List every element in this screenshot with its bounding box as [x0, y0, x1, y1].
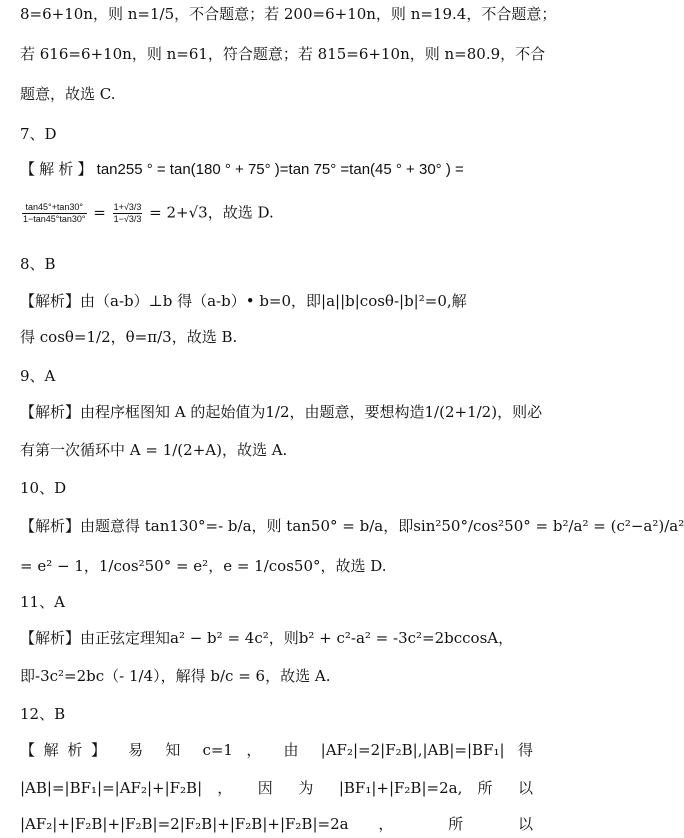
solution-line: 【解析】由正弦定理知a² − b² = 4c²，则b² + c²-a² = -3c²=2bccosA， [20, 629, 514, 647]
solution-line: 【解析】由（a-b）⊥b 得（a-b）• b=0，即|a||b|cosθ-|b|²=0,解 [20, 292, 467, 310]
question-number: 8、B [20, 255, 56, 273]
solution-line: 得 cosθ=1/2，θ=π/3，故选 B. [20, 328, 238, 346]
fraction: $\frac{1+√3/3}{1-√3/3}$ [113, 202, 142, 224]
solution-line: 【解析】由题意得 tan130°=- b/a，则 tan50° = b/a，即sin²50°/cos²50° = b²/a² = (c²−a²)/a² [20, 517, 684, 535]
solution-line: 【解析】由程序框图知 A 的起始值为1/2，由题意，要想构造1/(2+1/2)，则必 [20, 403, 543, 421]
text-line: 8=6+10n，则 n=1/5，不合题意；若 200=6+10n，则 n=19.4，不合题意； [20, 5, 557, 23]
solution-line: $\frac{\tan 45^\circ+\tan 30^\circ}{1-\tan 45^\circ\tan 30^\circ}$ = $\frac{1+√3/3}{1-√3/3}$ = 2+√3，故选 D. [23, 202, 274, 224]
question-number: 11、A [20, 593, 65, 611]
solution-line: 【解析】 易 知 c=1 ， 由 |AF₂|=2|F₂B|,|AB|=|BF₁| 得 [20, 741, 533, 759]
text-line: 若 616=6+10n，则 n=61，符合题意；若 815=6+10n，则 n=80.9，不合 [20, 45, 546, 63]
solution-line: 有第一次循环中 A = 1/(2+A)，故选 A. [20, 441, 288, 459]
solution-line: = e² − 1，1/cos²50° = e²，e = 1/cos50°，故选 D. [20, 557, 387, 575]
question-number: 9、A [20, 367, 56, 385]
solution-line: 【 解 析 】 tan255 ° = tan(180 ° + 75° )=tan 75° =tan(45 ° + 30° ) = [20, 161, 464, 178]
text-line: 题意，故选 C. [20, 85, 116, 103]
solution-line: 即-3c²=2bc（- 1/4），解得 b/c = 6，故选 A. [20, 667, 331, 685]
fraction: $\frac{\tan 45^\circ+\tan 30^\circ}{1-\tan 45^\circ\tan 30^\circ}$ [23, 202, 86, 224]
question-number: 10、D [20, 479, 67, 497]
question-number: 7、D [20, 125, 57, 143]
solution-line: |AF₂|+|F₂B|+|F₂B|=2|F₂B|+|F₂B|+|F₂B|=2a ， 所 以 [20, 815, 533, 833]
solution-line: |AB|=|BF₁|=|AF₂|+|F₂B| ， 因 为 |BF₁|+|F₂B|=2a, 所 以 [20, 779, 533, 797]
question-number: 12、B [20, 705, 66, 723]
